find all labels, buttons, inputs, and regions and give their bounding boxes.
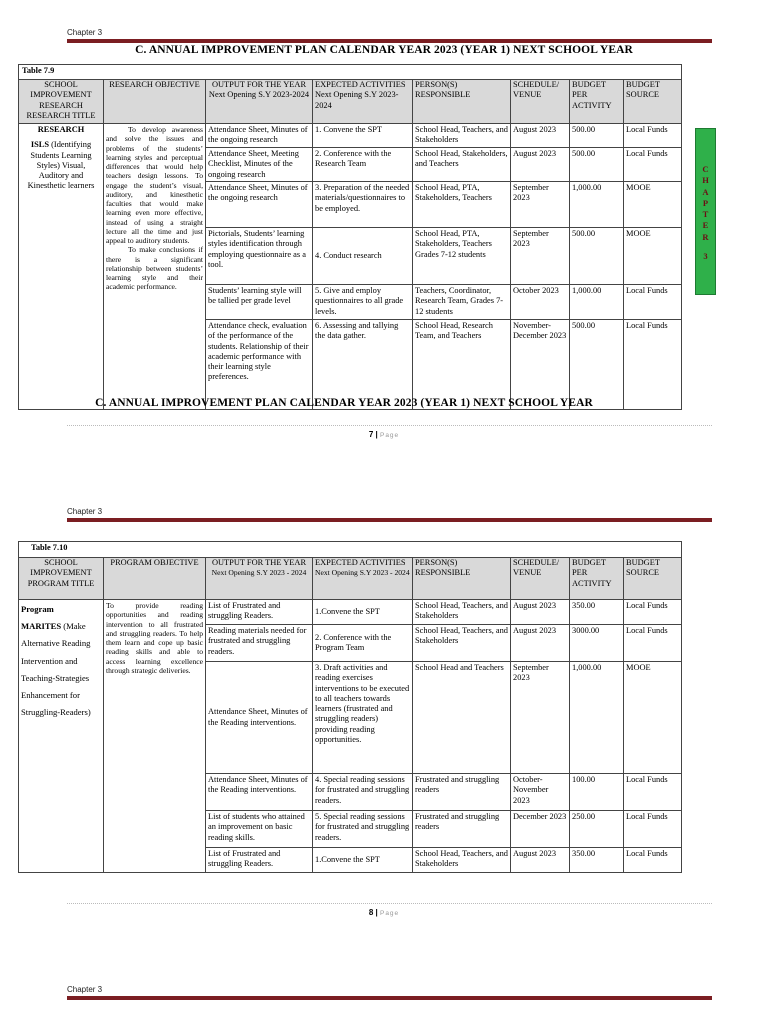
activity-cell: 1.Convene the SPT (313, 600, 413, 625)
col-header-budget: BUDGET PER ACTIVITY (570, 558, 624, 600)
col-header-activities-sub: Next Opening S.Y 2023-2024 (315, 90, 399, 110)
chapter-side-tab (695, 128, 716, 295)
research-title-cell (19, 124, 104, 410)
col-header-activities-main: EXPECTED ACTIVITIES (315, 558, 406, 567)
activity-cell: 2. Conference with the Program Team (313, 625, 413, 662)
activity-cell: 3. Draft activities and reading exercises interventions to be executed to all teachers towards learners (frustrated and struggling readers) providing reading opportunities. (313, 662, 413, 774)
budget-cell: 3000.00 (570, 625, 624, 662)
source-cell: MOOE (624, 182, 682, 228)
activity-cell: 1. Convene the SPT (313, 124, 413, 148)
person-cell: School Head, PTA, Stakeholders, Teachers Grades 7-12 students (413, 228, 511, 285)
activity-cell: 5. Give and employ questionnaires to all grade levels. (313, 285, 413, 320)
schedule-cell: August 2023 (511, 148, 570, 182)
activity-cell: 2. Conference with the Research Team (313, 148, 413, 182)
tab-number: 3 (703, 251, 708, 262)
activity-cell: 6. Assessing and tallying the data gather. (313, 320, 413, 410)
section-title: C. ANNUAL IMPROVEMENT PLAN CALENDAR YEAR 2023 (YEAR 1) NEXT SCHOOL YEAR (135, 44, 633, 56)
research-heading: RESEARCH (37, 125, 85, 134)
col-header-source: BUDGET SOURCE (624, 80, 682, 124)
objective-paragraph-1: To develop awareness and solve the issues and problems of the students’ learning styles and perceptual differences that would help teachers design lessons. To engage the student’s visual, auditory, and kinesthetic faculties that would make learning even more effective, instead of using a straight lecture all the time and just appeal to auditory students. (106, 125, 203, 245)
plan-table-7-10 (18, 541, 682, 873)
output-cell: Attendance Sheet, Minutes of the Reading interventions. (206, 662, 313, 774)
schedule-cell: October-November 2023 (511, 774, 570, 811)
source-cell: Local Funds (624, 811, 682, 848)
program-description: (Make Alternative Reading Intervention and Teaching-Strategies Enhancement for Struggling-Readers) (21, 621, 91, 718)
tab-letter: E (702, 220, 709, 231)
program-title-cell (19, 600, 104, 873)
schedule-cell: August 2023 (511, 124, 570, 148)
schedule-cell: December 2023 (511, 811, 570, 848)
footer-rule (67, 903, 712, 904)
person-cell: School Head, PTA, Stakeholders, Teachers (413, 182, 511, 228)
schedule-cell: August 2023 (511, 625, 570, 662)
col-header-person: PERSON(S) RESPONSIBLE (413, 558, 511, 600)
page-footer (0, 908, 768, 917)
col-header-activities (313, 558, 413, 600)
source-cell: Local Funds (624, 625, 682, 662)
col-header-objective: PROGRAM OBJECTIVE (104, 558, 206, 600)
research-objective-cell (104, 124, 206, 410)
col-header-output (206, 80, 313, 124)
output-cell: Pictorials, Students’ learning styles identification through employing questionnaire as a tool. (206, 228, 313, 285)
header-rule (67, 996, 712, 1000)
col-header-output (206, 558, 313, 600)
tab-letter: T (702, 209, 709, 220)
chapter-header: Chapter 3 (67, 985, 103, 994)
budget-cell: 100.00 (570, 774, 624, 811)
col-header-title: SCHOOL IMPROVEMENT PROGRAM TITLE (19, 558, 104, 600)
schedule-cell: September 2023 (511, 182, 570, 228)
header-rule (67, 39, 712, 43)
table-header-row (19, 80, 682, 124)
source-cell: Local Funds (624, 285, 682, 320)
chapter-header: Chapter 3 (67, 507, 103, 516)
program-heading: Program (21, 604, 54, 614)
schedule-cell: October 2023 (511, 285, 570, 320)
output-cell: List of Frustrated and struggling Readers. (206, 848, 313, 873)
activity-cell: 4. Conduct research (313, 228, 413, 285)
budget-cell: 500.00 (570, 228, 624, 285)
budget-cell: 350.00 (570, 600, 624, 625)
output-cell: Reading materials needed for frustrated and struggling readers. (206, 625, 313, 662)
budget-cell: 500.00 (570, 124, 624, 148)
tab-letter: C (702, 164, 709, 174)
col-header-schedule: SCHEDULE/ VENUE (511, 558, 570, 600)
objective-paragraph-2: To make conclusions if there is a significant relationship between students’ learning style and their academic performance. (106, 245, 203, 292)
program-acronym: MARITES (21, 621, 62, 632)
page-number: 8 (368, 908, 374, 917)
col-header-activities (313, 80, 413, 124)
repeated-section-title: C. ANNUAL IMPROVEMENT PLAN CALENDAR YEAR 2023 (YEAR 1) NEXT SCHOOL YEAR (95, 397, 593, 409)
person-cell: Frustrated and struggling readers (413, 811, 511, 848)
budget-cell: 1,000.00 (570, 285, 624, 320)
page-number: 7 (368, 430, 374, 439)
tab-letter: H (702, 175, 709, 186)
col-header-budget: BUDGET PER ACTIVITY (570, 80, 624, 124)
output-cell: Attendance Sheet, Minutes of the ongoing research (206, 182, 313, 228)
program-objective-cell: To provide reading opportunities and reading intervention to all frustrated and struggling readers. To help them learn and cope up basic reading skills and able to access learning excellence through strategic deliveries. (104, 600, 206, 873)
output-cell: List of students who attained an improvement on basic reading skills. (206, 811, 313, 848)
col-header-activities-sub: Next Opening S.Y 2023 - 2024 (315, 568, 410, 578)
budget-cell: 1,000.00 (570, 182, 624, 228)
table-header-row (19, 558, 682, 600)
source-cell: Local Funds (624, 848, 682, 873)
schedule-cell: August 2023 (511, 600, 570, 625)
budget-cell: 350.00 (570, 848, 624, 873)
table-label: Table 7.9 (22, 66, 55, 75)
output-cell: List of Frustrated and struggling Readers. (206, 600, 313, 625)
col-header-title: SCHOOL IMPROVEMENT RESEARCH RESEARCH TITLE (19, 80, 104, 124)
table-label: Table 7.10 (31, 543, 68, 552)
page-footer (0, 430, 768, 439)
schedule-cell: September 2023 (511, 662, 570, 774)
person-cell: School Head, Teachers, and Stakeholders (413, 124, 511, 148)
source-cell: Local Funds (624, 320, 682, 410)
header-rule (67, 518, 712, 522)
chapter-header: Chapter 3 (67, 28, 103, 37)
activity-cell: 3. Preparation of the needed materials/questionnaires to be employed. (313, 182, 413, 228)
col-header-schedule: SCHEDULE/ VENUE (511, 80, 570, 124)
person-cell: Frustrated and struggling readers (413, 774, 511, 811)
activity-cell: 1.Convene the SPT (313, 848, 413, 873)
plan-table-7-9 (18, 64, 682, 410)
schedule-cell: November-December 2023 (511, 320, 570, 410)
col-header-output-main: OUTPUT FOR THE YEAR (211, 558, 307, 567)
tab-letter: R (702, 231, 709, 242)
col-header-output-sub: Next Opening S.Y 2023-2024 (208, 90, 310, 100)
budget-cell: 1,000.00 (570, 662, 624, 774)
table-row (19, 124, 682, 148)
output-cell: Attendance Sheet, Meeting Checklist, Minutes of the ongoing research (206, 148, 313, 182)
footer-rule (67, 425, 712, 426)
schedule-cell: September 2023 (511, 228, 570, 285)
table-row (19, 600, 682, 625)
person-cell: School Head, Teachers, and Stakeholders (413, 600, 511, 625)
person-cell: School Head, Teachers, and Stakeholders (413, 625, 511, 662)
output-cell: Attendance Sheet, Minutes of the Reading interventions. (206, 774, 313, 811)
budget-cell: 250.00 (570, 811, 624, 848)
output-cell: Attendance Sheet, Minutes of the ongoing research (206, 124, 313, 148)
budget-cell: 500.00 (570, 320, 624, 410)
page-word: Page (379, 910, 400, 917)
col-header-person: PERSON(S) RESPONSIBLE (413, 80, 511, 124)
col-header-objective: RESEARCH OBJECTIVE (104, 80, 206, 124)
col-header-source: BUDGET SOURCE (624, 558, 682, 600)
source-cell: MOOE (624, 662, 682, 774)
schedule-cell: August 2023 (511, 848, 570, 873)
source-cell: Local Funds (624, 148, 682, 182)
person-cell: School Head, Research Team, and Teachers (413, 320, 511, 410)
activity-cell: 4. Special reading sessions for frustrated and struggling readers. (313, 774, 413, 811)
output-cell: Attendance check, evaluation of the performance of the students. Relationship of their academic performance with their learning style preferences. (206, 320, 313, 410)
page-separator: | (375, 430, 378, 439)
page-separator: | (375, 908, 378, 917)
person-cell: School Head, Stakeholders, and Teachers (413, 148, 511, 182)
col-header-output-main: OUTPUT FOR THE YEAR (211, 80, 307, 89)
page-word: Page (379, 432, 400, 439)
col-header-activities-main: EXPECTED ACTIVITIES (315, 80, 406, 89)
source-cell: Local Funds (624, 774, 682, 811)
tab-letter: P (702, 197, 709, 208)
tab-letter (696, 243, 715, 251)
person-cell: School Head and Teachers (413, 662, 511, 774)
source-cell: Local Funds (624, 600, 682, 625)
research-acronym: ISLS (30, 140, 50, 150)
output-cell: Students’ learning style will be tallied per grade level (206, 285, 313, 320)
activity-cell: 5. Special reading sessions for frustrated and struggling readers. (313, 811, 413, 848)
person-cell: Teachers, Coordinator, Research Team, Grades 7-12 students (413, 285, 511, 320)
source-cell: Local Funds (624, 124, 682, 148)
tab-letter: A (702, 186, 709, 197)
research-description: (Identifying Students Learning Styles) Visual, Auditory and Kinesthetic learners (27, 140, 95, 191)
budget-cell: 500.00 (570, 148, 624, 182)
person-cell: School Head, Teachers, and Stakeholders (413, 848, 511, 873)
source-cell: MOOE (624, 228, 682, 285)
col-header-output-sub: Next Opening S.Y 2023 - 2024 (211, 568, 307, 578)
